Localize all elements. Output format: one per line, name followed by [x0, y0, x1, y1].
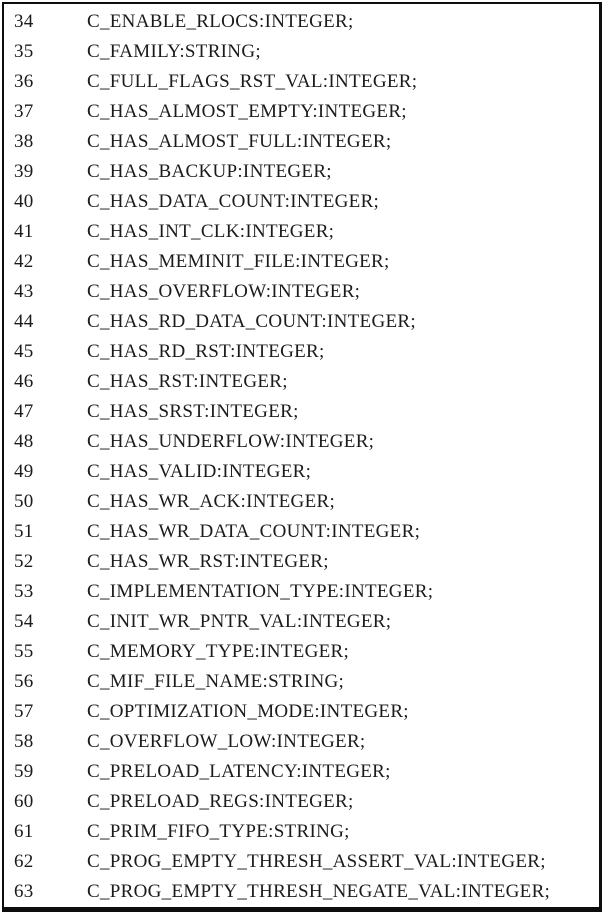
line-number: 58 [14, 731, 34, 752]
line-number: 50 [14, 491, 34, 512]
code-line [4, 577, 599, 607]
code-line [4, 787, 599, 817]
code-listing-frame [2, 2, 602, 912]
code-line [4, 217, 599, 247]
line-text: C_OVERFLOW_LOW:INTEGER; [87, 731, 366, 752]
line-text: C_PRELOAD_LATENCY:INTEGER; [87, 761, 391, 782]
line-number: 55 [14, 641, 34, 662]
line-text: C_HAS_RST:INTEGER; [87, 371, 288, 392]
code-line [4, 157, 599, 187]
code-line [4, 247, 599, 277]
code-line [4, 607, 599, 637]
code-line [4, 697, 599, 727]
line-number: 57 [14, 701, 34, 722]
line-text: C_PRELOAD_REGS:INTEGER; [87, 791, 354, 812]
code-line [4, 7, 599, 37]
code-line [4, 457, 599, 487]
code-line [4, 277, 599, 307]
code-line [4, 187, 599, 217]
line-number: 48 [14, 431, 34, 452]
line-text: C_PROG_EMPTY_THRESH_ASSERT_VAL:INTEGER; [87, 851, 546, 872]
code-line [4, 97, 599, 127]
line-number: 40 [14, 191, 34, 212]
line-number: 53 [14, 581, 34, 602]
line-number: 37 [14, 101, 34, 122]
line-number: 34 [14, 11, 34, 32]
line-number: 51 [14, 521, 34, 542]
code-line [4, 847, 599, 877]
line-number: 41 [14, 221, 34, 242]
line-text: C_HAS_ALMOST_EMPTY:INTEGER; [87, 101, 407, 122]
line-number: 35 [14, 41, 34, 62]
code-line [4, 427, 599, 457]
line-text: C_OPTIMIZATION_MODE:INTEGER; [87, 701, 409, 722]
line-text: C_FULL_FLAGS_RST_VAL:INTEGER; [87, 71, 418, 92]
code-line [4, 877, 599, 907]
line-number: 52 [14, 551, 34, 572]
line-text: C_INIT_WR_PNTR_VAL:INTEGER; [87, 611, 392, 632]
line-number: 39 [14, 161, 34, 182]
line-text: C_HAS_DATA_COUNT:INTEGER; [87, 191, 380, 212]
line-number: 43 [14, 281, 34, 302]
line-text: C_HAS_MEMINIT_FILE:INTEGER; [87, 251, 390, 272]
line-text: C_HAS_OVERFLOW:INTEGER; [87, 281, 361, 302]
line-number: 60 [14, 791, 34, 812]
line-number: 62 [14, 851, 34, 872]
line-text: C_HAS_ALMOST_FULL:INTEGER; [87, 131, 392, 152]
code-line [4, 127, 599, 157]
line-text: C_HAS_UNDERFLOW:INTEGER; [87, 431, 375, 452]
line-text: C_ENABLE_RLOCS:INTEGER; [87, 11, 354, 32]
line-text: C_HAS_VALID:INTEGER; [87, 461, 312, 482]
line-text: C_HAS_WR_DATA_COUNT:INTEGER; [87, 521, 421, 542]
code-line [4, 307, 599, 337]
line-text: C_MEMORY_TYPE:INTEGER; [87, 641, 350, 662]
line-number: 36 [14, 71, 34, 92]
line-number: 49 [14, 461, 34, 482]
code-line [4, 397, 599, 427]
line-text: C_HAS_BACKUP:INTEGER; [87, 161, 332, 182]
line-text: C_PRIM_FIFO_TYPE:STRING; [87, 821, 350, 842]
code-line [4, 757, 599, 787]
line-number: 54 [14, 611, 34, 632]
line-text: C_MIF_FILE_NAME:STRING; [87, 671, 345, 692]
line-text: C_HAS_RD_RST:INTEGER; [87, 341, 325, 362]
line-text: C_FAMILY:STRING; [87, 41, 261, 62]
line-number: 42 [14, 251, 34, 272]
code-line [4, 487, 599, 517]
line-number: 59 [14, 761, 34, 782]
code-line [4, 727, 599, 757]
code-line [4, 667, 599, 697]
code-line [4, 817, 599, 847]
line-number: 45 [14, 341, 34, 362]
code-line [4, 367, 599, 397]
code-line [4, 517, 599, 547]
line-number: 61 [14, 821, 34, 842]
line-text: C_HAS_SRST:INTEGER; [87, 401, 299, 422]
line-text: C_IMPLEMENTATION_TYPE:INTEGER; [87, 581, 434, 602]
line-number: 38 [14, 131, 34, 152]
line-text: C_HAS_WR_ACK:INTEGER; [87, 491, 336, 512]
line-text: C_HAS_INT_CLK:INTEGER; [87, 221, 335, 242]
code-line [4, 67, 599, 97]
line-number: 56 [14, 671, 34, 692]
line-number: 46 [14, 371, 34, 392]
code-line [4, 37, 599, 67]
line-number: 47 [14, 401, 34, 422]
line-number: 63 [14, 881, 34, 902]
code-listing [4, 7, 599, 907]
line-number: 44 [14, 311, 34, 332]
line-text: C_HAS_WR_RST:INTEGER; [87, 551, 329, 572]
line-text: C_HAS_RD_DATA_COUNT:INTEGER; [87, 311, 416, 332]
code-line [4, 637, 599, 667]
code-line [4, 547, 599, 577]
code-line [4, 337, 599, 367]
line-text: C_PROG_EMPTY_THRESH_NEGATE_VAL:INTEGER; [87, 881, 551, 902]
